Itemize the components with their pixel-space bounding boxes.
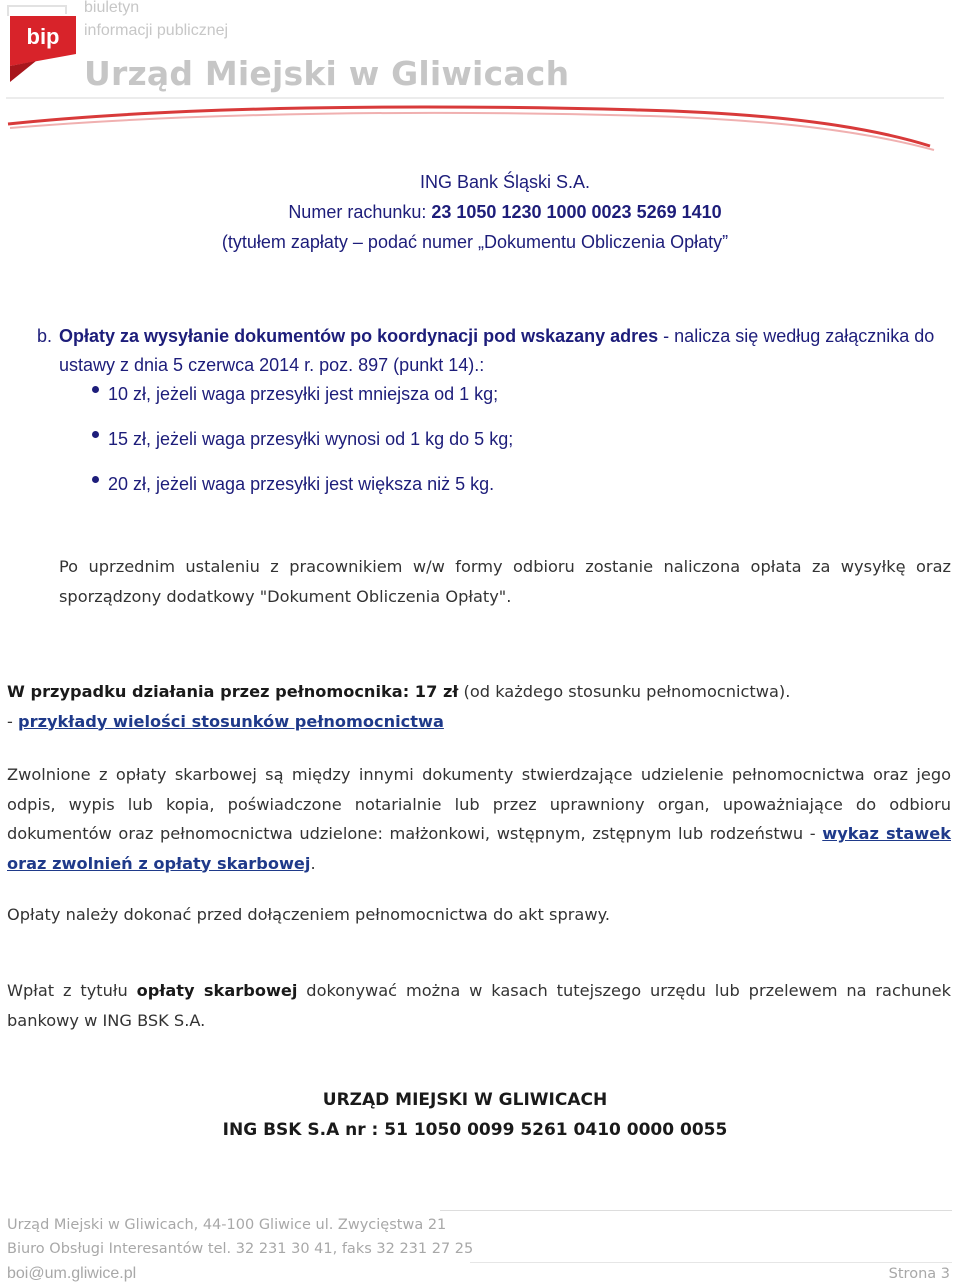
site-title: Urząd Miejski w Gliwicach [84,54,570,93]
payment-before-note: Opłaty należy dokonać przed dołączeniem pełnomocnictwa do akt sprawy. [7,905,610,924]
stamp-duty-bold: opłaty skarbowej [136,981,298,1000]
header-swoosh [0,88,960,158]
page-header [0,0,960,160]
proxy-dash: - [7,711,18,731]
list-item: 15 zł, jeżeli waga przesyłki wynosi od 1 kg do 5 kg; [92,429,513,450]
fee-rates-link[interactable]: wykaz stawek oraz zwolnień z opłaty skarbowej [7,824,951,873]
section-b-marker: b. [37,326,53,346]
bullet-icon [92,476,99,483]
list-item: 10 zł, jeżeli waga przesyłki jest mniejsza od 1 kg; [92,384,498,405]
section-b-title: Opłaty za wysyłanie dokumentów po koordynacji pod wskazany adres [59,326,659,346]
page-number: Strona 3 [888,1266,950,1282]
section-b-intro [37,322,952,380]
proxy-fee-rest: (od każdego stosunku pełnomocnictwa). [458,682,791,701]
footer-divider [440,1210,952,1211]
bip-tagline-2: informacji publicznej [84,22,229,39]
footer-divider [470,1262,952,1263]
section-b-rest: - nalicza się według załącznika do ustawy z dnia 5 czerwca 2014 r. poz. 897 (punkt 14).: [59,326,935,375]
exemption-text: Zwolnione z opłaty skarbowej są między innymi dokumenty stwierdzające udzielenie pełnomocnictwa oraz jego odpis, wypis lub kopia, poświadczone notarialnie lub przez uprawniony organ, upoważniające do odbioru dokumentów oraz pełnomocnictwa udzielone: małżonkowi, wstępnym, zstępnym lub rodzeństwu - [7,765,951,843]
proxy-fee-lead: W przypadku działania przez pełnomocnika: 17 zł [7,682,459,701]
payment-where-paragraph: Wpłat z tytułu opłaty skarbowej dokonywać można w kasach tutejszego urzędu lub przelewem na rachunek bankowy w ING BSK S.A. [7,981,951,1030]
footer-email[interactable]: boi@um.gliwice.pl [7,1265,137,1282]
bullet-icon [92,386,99,393]
office-account: ING BSK S.A nr : 51 1050 0099 5261 0410 0000 0055 [222,1120,728,1140]
bip-logo-icon [6,4,80,84]
proxy-examples-link[interactable]: przykłady wielości stosunków pełnomocnictwa [18,711,444,731]
logo-text: bip [26,24,60,49]
section-b-followup: Po uprzednim ustaleniu z pracownikiem w/w formy odbioru zostanie naliczona opłata za wysyłkę oraz sporządzony dodatkowy "Dokument Obliczenia Opłaty". [59,557,951,606]
bullet-icon [92,431,99,438]
exemption-paragraph: Zwolnione z opłaty skarbowej są między innymi dokumenty stwierdzające udzielenie pełnomocnictwa oraz jego odpis, wypis lub kopia, poświadczone notarialnie lub przez uprawniony organ, upoważniające do odbioru dokumentów oraz pełnomocnictwa udzielone: małżonkowi, wstępnym, zstępnym lub rodzeństwu - wykaz stawek oraz zwolnień z opłaty skarbowej. [7,765,951,873]
account-label: Numer rachunku: [288,202,432,222]
bank-account [0,202,960,223]
list-item: 20 zł, jeżeli waga przesyłki jest większa niż 5 kg. [92,474,494,495]
account-number: 23 1050 1230 1000 0023 5269 1410 [431,202,722,222]
bip-tagline-1: biuletyn [84,0,140,16]
footer-address: Urząd Miejski w Gliwicach, 44-100 Gliwice ul. Zwycięstwa 21 [7,1217,447,1233]
office-name: URZĄD MIEJSKI W GLIWICACH [322,1090,608,1110]
bank-note: (tytułem zapłaty – podać numer „Dokumentu Obliczenia Opłaty” [221,232,729,252]
proxy-fee [7,677,951,736]
bank-name: ING Bank Śląski S.A. [419,172,591,192]
footer-phones: Biuro Obsługi Interesantów tel. 32 231 30 41, faks 32 231 27 25 [7,1241,474,1257]
